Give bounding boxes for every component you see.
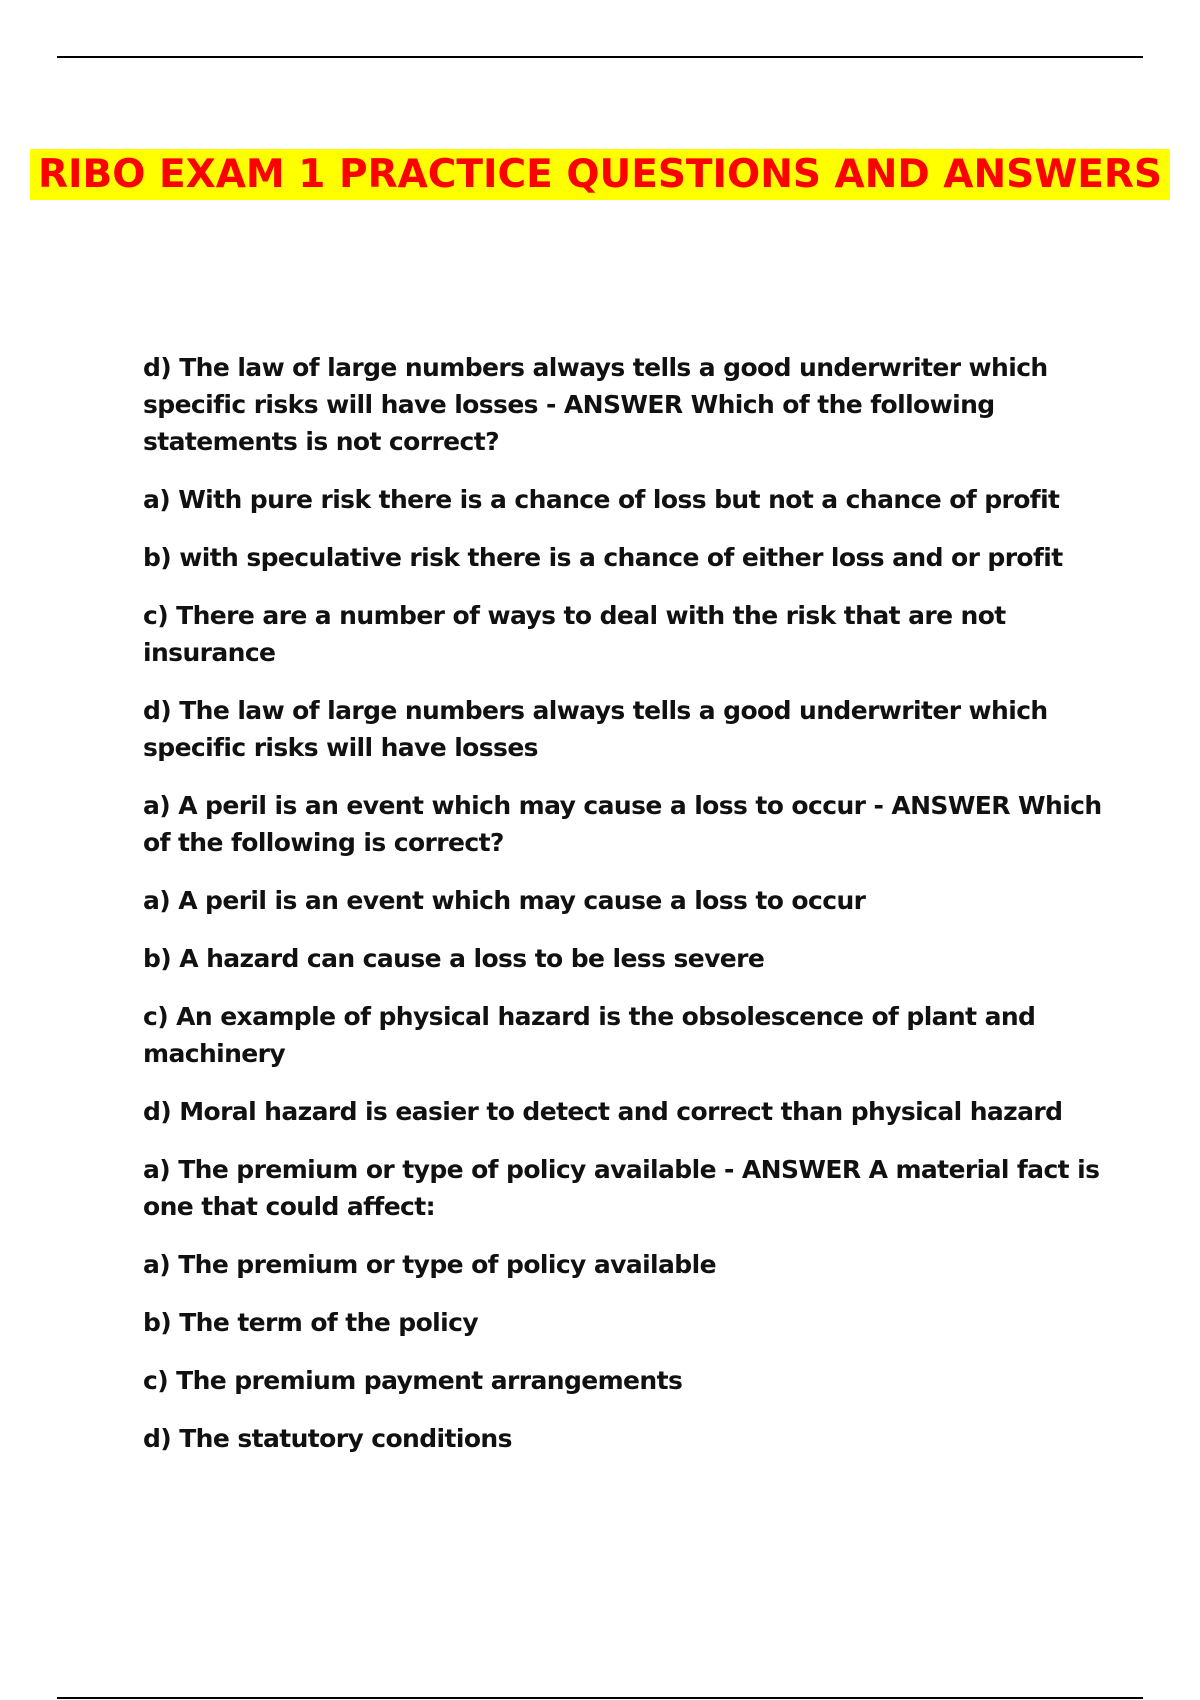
paragraph: a) A peril is an event which may cause a loss to occur - ANSWER Which of the following is correct? bbox=[143, 791, 1102, 857]
paragraph: d) The statutory conditions bbox=[143, 1424, 512, 1453]
title-highlight: RIBO EXAM 1 PRACTICE QUESTIONS AND ANSWERS bbox=[30, 149, 1170, 200]
paragraph: a) A peril is an event which may cause a loss to occur bbox=[143, 886, 866, 915]
paragraph: a) The premium or type of policy available - ANSWER A material fact is one that could affect: bbox=[143, 1155, 1100, 1221]
document-title bbox=[0, 142, 1200, 208]
paragraph: b) The term of the policy bbox=[143, 1308, 479, 1337]
paragraph: d) The law of large numbers always tells a good underwriter which specific risks will have losses bbox=[143, 696, 1048, 762]
paragraph: a) With pure risk there is a chance of loss but not a chance of profit bbox=[143, 485, 1060, 514]
document-body bbox=[143, 349, 1103, 1478]
top-rule bbox=[57, 56, 1143, 58]
paragraph: d) The law of large numbers always tells a good underwriter which specific risks will have losses - ANSWER Which of the following statements is not correct? bbox=[143, 353, 1048, 456]
paragraph: c) There are a number of ways to deal with the risk that are not insurance bbox=[143, 601, 1006, 667]
bottom-rule bbox=[57, 1697, 1143, 1699]
paragraph: c) The premium payment arrangements bbox=[143, 1366, 683, 1395]
paragraph: b) A hazard can cause a loss to be less severe bbox=[143, 944, 765, 973]
paragraph: b) with speculative risk there is a chance of either loss and or profit bbox=[143, 543, 1063, 572]
paragraph: d) Moral hazard is easier to detect and correct than physical hazard bbox=[143, 1097, 1063, 1126]
paragraph: a) The premium or type of policy available bbox=[143, 1250, 716, 1279]
paragraph: c) An example of physical hazard is the obsolescence of plant and machinery bbox=[143, 1002, 1036, 1068]
